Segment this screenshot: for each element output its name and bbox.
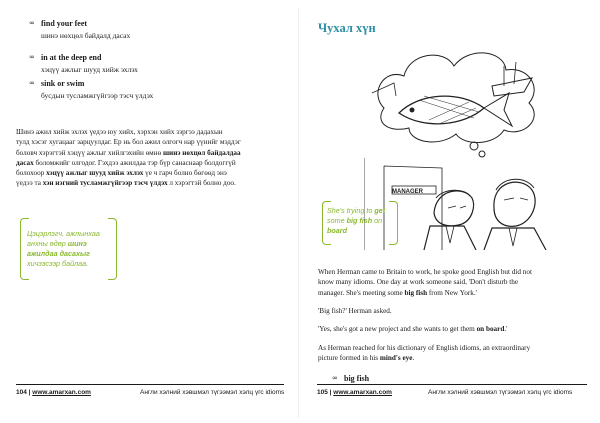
idiom-english: in at the deep end bbox=[41, 53, 102, 62]
footer-rule bbox=[317, 384, 587, 385]
side-note: Цэцэрлэгч, ажлынхаа анхны өдөр шинэ ажилдаа дасахыг хичээсээр байлаа. bbox=[27, 229, 100, 268]
idiom-english: big fish bbox=[344, 374, 370, 383]
story-paragraph: When Herman came to Britain to work, he spoke good English but did not know many idioms. One day at work someone said, 'Don't disturb the manager. She's meeting some big fish from New York.' bbox=[318, 268, 532, 297]
story-paragraph: As Herman reached for his dictionary of English idioms, an extraordinary picture formed in his mind's eye. bbox=[318, 344, 531, 363]
infinity-bullet-icon: ∞ bbox=[29, 53, 35, 61]
story-paragraph: 'Big fish?' Herman asked. bbox=[318, 307, 392, 315]
chapter-heading: Чухал хүн bbox=[318, 21, 376, 35]
idiom-mongolian: бусдын тусламжгүйгээр тэсч үлдэх bbox=[41, 91, 154, 100]
idiom-mongolian: шинэ нөхцөл байдалд дасах bbox=[41, 31, 131, 40]
page-footer: 104 | www.amarxan.com bbox=[16, 389, 91, 396]
site-link[interactable]: www.amarxan.com bbox=[32, 389, 91, 396]
manager-sign: MANAGER bbox=[392, 189, 423, 195]
page-footer: 105 | www.amarxan.com bbox=[317, 389, 392, 396]
infinity-bullet-icon: ∞ bbox=[29, 79, 35, 87]
page-gutter bbox=[298, 8, 299, 418]
page-number: 105 bbox=[317, 389, 328, 396]
site-link[interactable]: www.amarxan.com bbox=[333, 389, 392, 396]
side-note: She's trying to get some big fish on board bbox=[327, 206, 386, 235]
infinity-bullet-icon: ∞ bbox=[29, 19, 35, 27]
footer-rule bbox=[16, 384, 284, 385]
infinity-bullet-icon: ∞ bbox=[332, 374, 338, 382]
idiom-english: find your feet bbox=[41, 19, 88, 28]
left-page bbox=[0, 0, 296, 423]
idiom-english: sink or swim bbox=[41, 79, 85, 88]
book-title: Англи хэлний хэвшмэл түгээмэл хэлц үгс idioms bbox=[428, 389, 573, 396]
right-page bbox=[304, 0, 600, 423]
explanation-paragraph: Шинэ ажил хийж эхлэх үедээ юу хийх, хэрхэн хийх зэргээ дадахын тулд хэсэг хугацааг зарцуулдаг. Ер нь бол ажил олгогч нар үүнийг мэддэг боловч хэрэгтэй хэцүү ажлыг хийлгэхийн өмнө шинэ нөхцөл байдалдаа дасах боломжийг олгодог. Гэхдээ ажилдаа тэр бүр санаснаар болдоггүй болохоор хэцүү ажлыг шууд хийж эхлэх үе ч гарч болно бөгөөд энэ үедээ та хэн нэгний тусламжгүйгээр тэсч үлдэх л хэрэгтэй болно доо. bbox=[16, 128, 241, 188]
book-title: Англи хэлний хэвшмэл түгээмэл хэлц үгс idioms bbox=[140, 389, 285, 396]
idiom-mongolian: хэцүү ажлыг шууд хийж эхлэх bbox=[41, 65, 138, 74]
story-paragraph: 'Yes, she's got a new project and she wants to get them on board.' bbox=[318, 325, 508, 333]
page-number: 104 bbox=[16, 389, 27, 396]
